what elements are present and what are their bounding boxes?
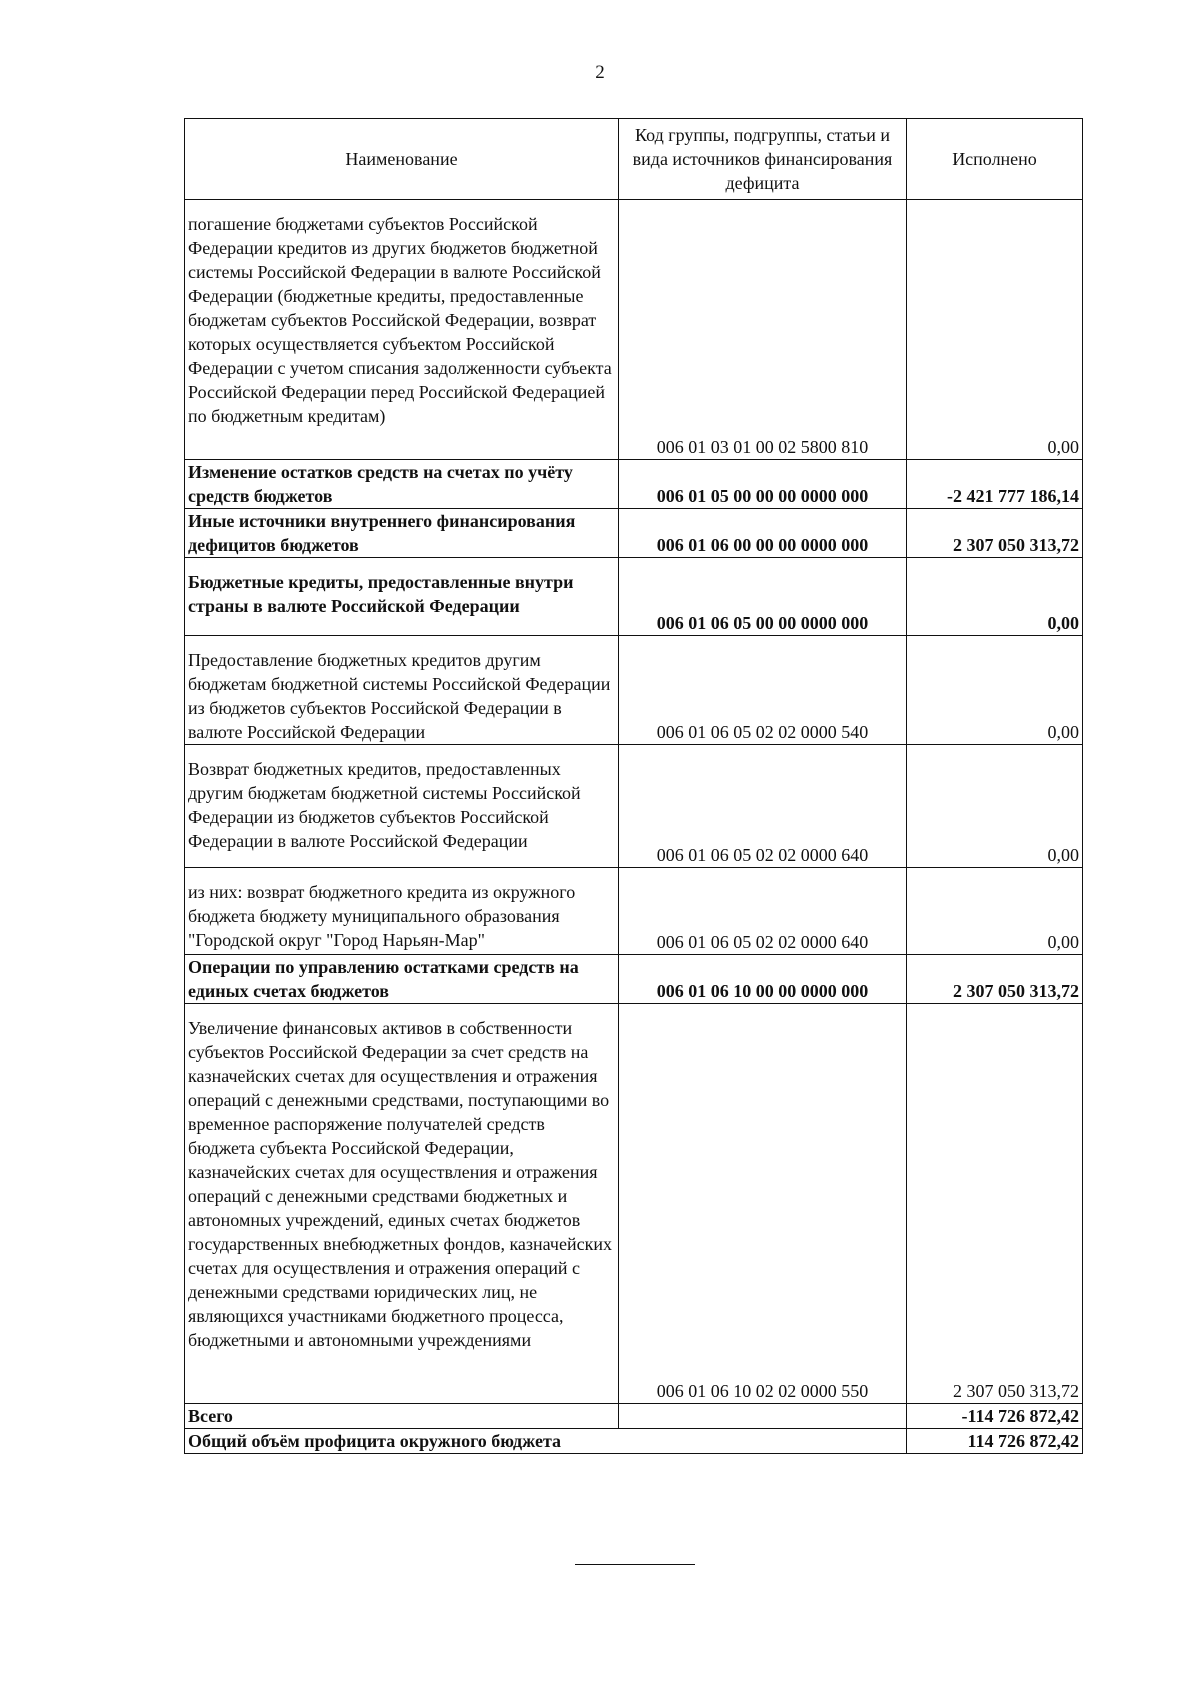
row-name: погашение бюджетами субъектов Российской Федерации кредитов из других бюджетов бюджетной системы Российской Федерации в валюте Российской Федерации (бюджетные кредиты, предоставленные бюджетам субъектов Российской Федерации, возврат которых осуществляется субъектом Российской Федерации с учетом списания задолженности субъекта Российской Федерации перед Российской Федерацией по бюджетным кредитам) [185,200,619,460]
row-code: 006 01 06 05 02 02 0000 540 [619,636,907,745]
row-name: Иные источники внутреннего финансирования дефицитов бюджетов [185,509,619,558]
header-code: Код группы, подгруппы, статьи и вида источников финансирования дефицита [619,119,907,200]
row-name: из них: возврат бюджетного кредита из окружного бюджета бюджету муниципального образования "Городской округ "Город Нарьян-Мар" [185,868,619,955]
table-row [185,558,1083,636]
row-value: 0,00 [907,200,1083,460]
surplus-row [185,1429,1083,1454]
row-code: 006 01 06 05 02 02 0000 640 [619,745,907,868]
table-row [185,460,1083,509]
row-code: 006 01 06 10 02 02 0000 550 [619,1004,907,1404]
table-row [185,509,1083,558]
row-name: Операции по управлению остатками средств на единых счетах бюджетов [185,955,619,1004]
closing-rule [575,1564,695,1565]
total-value: -114 726 872,42 [907,1404,1083,1429]
surplus-name: Общий объём профицита окружного бюджета [185,1429,907,1454]
row-code: 006 01 06 10 00 00 0000 000 [619,955,907,1004]
row-name: Бюджетные кредиты, предоставленные внутри страны в валюте Российской Федерации [185,558,619,636]
row-value: 0,00 [907,636,1083,745]
row-value: 0,00 [907,745,1083,868]
row-value: 2 307 050 313,72 [907,955,1083,1004]
total-name: Всего [185,1404,619,1429]
row-name: Увеличение финансовых активов в собственности субъектов Российской Федерации за счет средств на казначейских счетах для осуществления и отражения операций с денежными средствами, поступающими во временное распоряжение получателей средств бюджета субъекта Российской Федерации, казначейских счетах для осуществления и отражения операций с денежными средствами бюджетных и автономных учреждений, единых счетах бюджетов государственных внебюджетных фондов, казначейских счетах для осуществления и отражения операций с денежными средствами юридических лиц, не являющихся участниками бюджетного процесса, бюджетными и автономными учреждениями [185,1004,619,1404]
table-header-row [185,119,1083,200]
row-code: 006 01 06 05 00 00 0000 000 [619,558,907,636]
total-code [619,1404,907,1429]
header-name: Наименование [185,119,619,200]
budget-sources-table [184,118,1083,1454]
surplus-value: 114 726 872,42 [907,1429,1083,1454]
row-name: Возврат бюджетных кредитов, предоставленных другим бюджетам бюджетной системы Российской Федерации из бюджетов субъектов Российской Федерации в валюте Российской Федерации [185,745,619,868]
table-row [185,200,1083,460]
table-row [185,955,1083,1004]
row-value: -2 421 777 186,14 [907,460,1083,509]
row-code: 006 01 03 01 00 02 5800 810 [619,200,907,460]
row-value: 2 307 050 313,72 [907,509,1083,558]
row-name: Предоставление бюджетных кредитов другим бюджетам бюджетной системы Российской Федерации из бюджетов субъектов Российской Федерации в валюте Российской Федерации [185,636,619,745]
table-row [185,636,1083,745]
page-number: 2 [595,62,605,83]
row-code: 006 01 06 05 02 02 0000 640 [619,868,907,955]
table-row [185,745,1083,868]
row-value: 0,00 [907,868,1083,955]
table-row [185,1004,1083,1404]
row-code: 006 01 05 00 00 00 0000 000 [619,460,907,509]
row-value: 0,00 [907,558,1083,636]
row-value: 2 307 050 313,72 [907,1004,1083,1404]
row-code: 006 01 06 00 00 00 0000 000 [619,509,907,558]
table-row [185,868,1083,955]
header-value: Исполнено [907,119,1083,200]
row-name: Изменение остатков средств на счетах по учёту средств бюджетов [185,460,619,509]
total-row [185,1404,1083,1429]
